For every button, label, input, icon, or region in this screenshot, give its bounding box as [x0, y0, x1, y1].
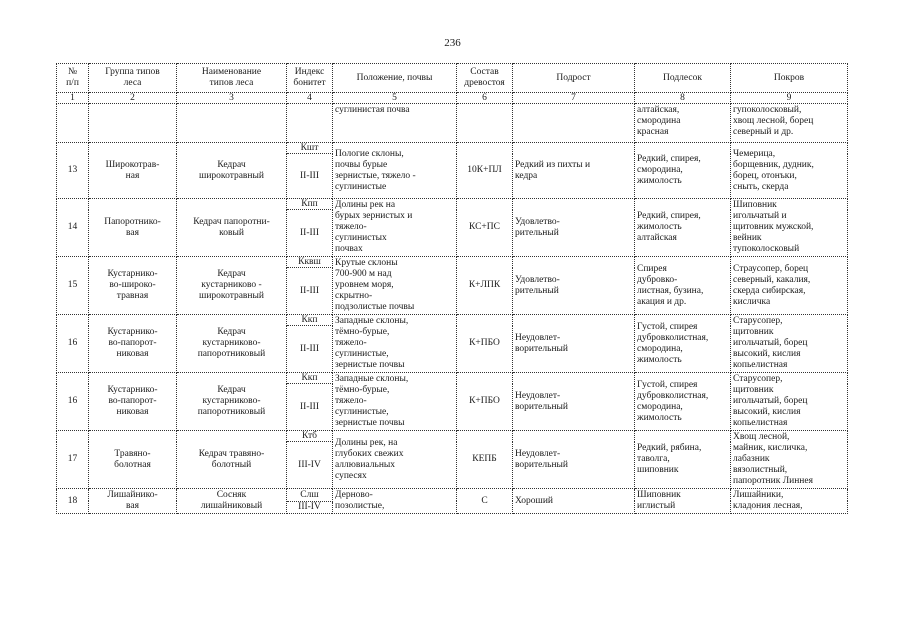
cell-undergrowth: Редкий, рябина, таволга, шиповник: [635, 431, 731, 489]
column-number: 3: [177, 93, 287, 104]
column-number: 6: [457, 93, 513, 104]
cell-name: Сосняк лишайниковый: [177, 489, 287, 514]
column-numbers-row: [57, 93, 848, 104]
table-row: [57, 199, 848, 210]
cell-regrowth: Удовлетво- рительный: [513, 199, 635, 257]
cell-undergrowth: Густой, спирея дубровколистная, смородина, жимолость: [635, 373, 731, 431]
header-number: № п/п: [57, 64, 89, 93]
cell-name: Кедрач папоротни- ковый: [177, 199, 287, 257]
cell-regrowth: Неудовлет- ворительный: [513, 315, 635, 373]
cell-number: 16: [57, 315, 89, 373]
cell-position: Долины рек на бурых зернистых и тяжело- суглинистых почвах: [333, 199, 457, 257]
cell-position: Дерново- позолистые,: [333, 489, 457, 514]
cell-cover: Хвощ лесной, майник, кисличка, лабазник вязолистный, папоротник Линнея: [731, 431, 848, 489]
cell-number: 13: [57, 143, 89, 199]
header-regrowth: Подрост: [513, 64, 635, 93]
header-group: Группа типов леса: [89, 64, 177, 93]
header-composition: Состав древостоя: [457, 64, 513, 93]
header-name: Наименование типов леса: [177, 64, 287, 93]
cell-undergrowth: Редкий, спирея, жимолость алтайская: [635, 199, 731, 257]
table-row: [57, 373, 848, 384]
cell-group: Лишайнико- вая: [89, 489, 177, 514]
cell-position: Западные склоны, тёмно-бурые, тяжело- суглинистые, зернистые почвы: [333, 373, 457, 431]
cell-composition: КЕПБ: [457, 431, 513, 489]
table-header-row: [57, 64, 848, 93]
cell-name: Кедрач кустарниково- папоротниковый: [177, 315, 287, 373]
cell-cover: Старусопер, щитовник игольчатый, борец высокий, кислия копьелистная: [731, 315, 848, 373]
cell-cover: гупоколосковый, хвощ лесной, борец северный и др.: [731, 104, 848, 143]
cell-undergrowth: Густой, спирея дубровколистная, смородина, жимолость: [635, 315, 731, 373]
cell-cover: Старусопер, щитовник игольчатый, борец высокий, кислия копьелистная: [731, 373, 848, 431]
cell-index: Ктб: [287, 431, 333, 442]
cell-index: Ккп: [287, 373, 333, 384]
header-undergrowth: Подлесок: [635, 64, 731, 93]
column-number: 9: [731, 93, 848, 104]
cell-index: Слш: [287, 489, 333, 502]
column-number: 2: [89, 93, 177, 104]
cell-undergrowth: Спирея дубровко- листная, бузина, акация и др.: [635, 257, 731, 315]
cell-undergrowth: Шиповник иглистый: [635, 489, 731, 514]
header-index: Индекс бонитет: [287, 64, 333, 93]
cell-composition: 10К+ПЛ: [457, 143, 513, 199]
cell-cover: Страусопер, борец северный, какалия, скерда сибирская, кисличка: [731, 257, 848, 315]
cell-index: Кпп: [287, 199, 333, 210]
cell-regrowth: Удовлетво- рительный: [513, 257, 635, 315]
cell-number: 18: [57, 489, 89, 514]
cell-group: Травяно- болотная: [89, 431, 177, 489]
cell-cover: Чемерица, борщевник, дудник, борец, отонъки, сныть, скерда: [731, 143, 848, 199]
cell-group: Папоротнико- вая: [89, 199, 177, 257]
cell-group: Кустарнико- во-папорот- никовая: [89, 315, 177, 373]
cell-index: Кквш: [287, 257, 333, 268]
cell-regrowth: Неудовлет- ворительный: [513, 431, 635, 489]
table-row: [57, 143, 848, 154]
cell-cover: Лишайники, кладония лесная,: [731, 489, 848, 514]
table-row: [57, 257, 848, 268]
cell-group: Кустарнико- во-широко- травная: [89, 257, 177, 315]
forest-types-table: [56, 63, 848, 514]
cell-composition: К+ЛПК: [457, 257, 513, 315]
cell-bonitet: II-III: [287, 268, 333, 315]
cell-composition: КС+ПС: [457, 199, 513, 257]
cell-bonitet: II-III: [287, 210, 333, 257]
cell-cover: Шиповник игольчатый и щитовник мужской, вейник тупоколосковый: [731, 199, 848, 257]
cell-composition: К+ПБО: [457, 373, 513, 431]
cell-composition: К+ПБО: [457, 315, 513, 373]
cell-name: Кедрач широкотравный: [177, 143, 287, 199]
column-number: 7: [513, 93, 635, 104]
cell-position: суглинистая почва: [333, 104, 457, 143]
cell-name: Кедрач травяно- болотный: [177, 431, 287, 489]
cell-group: Широкотрав- ная: [89, 143, 177, 199]
cell-regrowth: Неудовлет- ворительный: [513, 373, 635, 431]
table-row: [57, 489, 848, 502]
cell-number: 16: [57, 373, 89, 431]
cell-bonitet: II-III: [287, 326, 333, 373]
table-row-continuation: [57, 104, 848, 143]
cell-undergrowth: Редкий, спирея, смородина, жимолость: [635, 143, 731, 199]
cell-index: Кшт: [287, 143, 333, 154]
column-number: 4: [287, 93, 333, 104]
page-number: 236: [444, 37, 461, 49]
column-number: 8: [635, 93, 731, 104]
cell-group: Кустарнико- во-папорот- никовая: [89, 373, 177, 431]
cell-bonitet: II-III: [287, 384, 333, 431]
cell-regrowth: Редкий из пихты и кедра: [513, 143, 635, 199]
header-cover: Покров: [731, 64, 848, 93]
cell-name: Кедрач кустарниково - широкотравный: [177, 257, 287, 315]
cell-name: Кедрач кустарниково- папоротниковый: [177, 373, 287, 431]
cell-position: Западные склоны, тёмно-бурые, тяжело- суглинистые, зернистые почвы: [333, 315, 457, 373]
cell-position: Пологие склоны, почвы бурые зернистые, тяжело - суглинистые: [333, 143, 457, 199]
cell-undergrowth: алтайская, смородина красная: [635, 104, 731, 143]
cell-bonitet: III-IV: [287, 501, 333, 514]
cell-index: Ккп: [287, 315, 333, 326]
cell-bonitet: II-III: [287, 154, 333, 199]
table-row: [57, 315, 848, 326]
cell-number: 17: [57, 431, 89, 489]
cell-position: Крутые склоны 700-900 м над уровнем моря, скрытно- подзолистые почвы: [333, 257, 457, 315]
cell-bonitet: III-IV: [287, 442, 333, 489]
cell-number: 15: [57, 257, 89, 315]
cell-position: Долины рек, на глубоких свежих аллювиальных супесях: [333, 431, 457, 489]
cell-composition: С: [457, 489, 513, 514]
column-number: 5: [333, 93, 457, 104]
table-row: [57, 431, 848, 442]
cell-regrowth: Хороший: [513, 489, 635, 514]
cell-number: 14: [57, 199, 89, 257]
column-number: 1: [57, 93, 89, 104]
header-position: Положение, почвы: [333, 64, 457, 93]
